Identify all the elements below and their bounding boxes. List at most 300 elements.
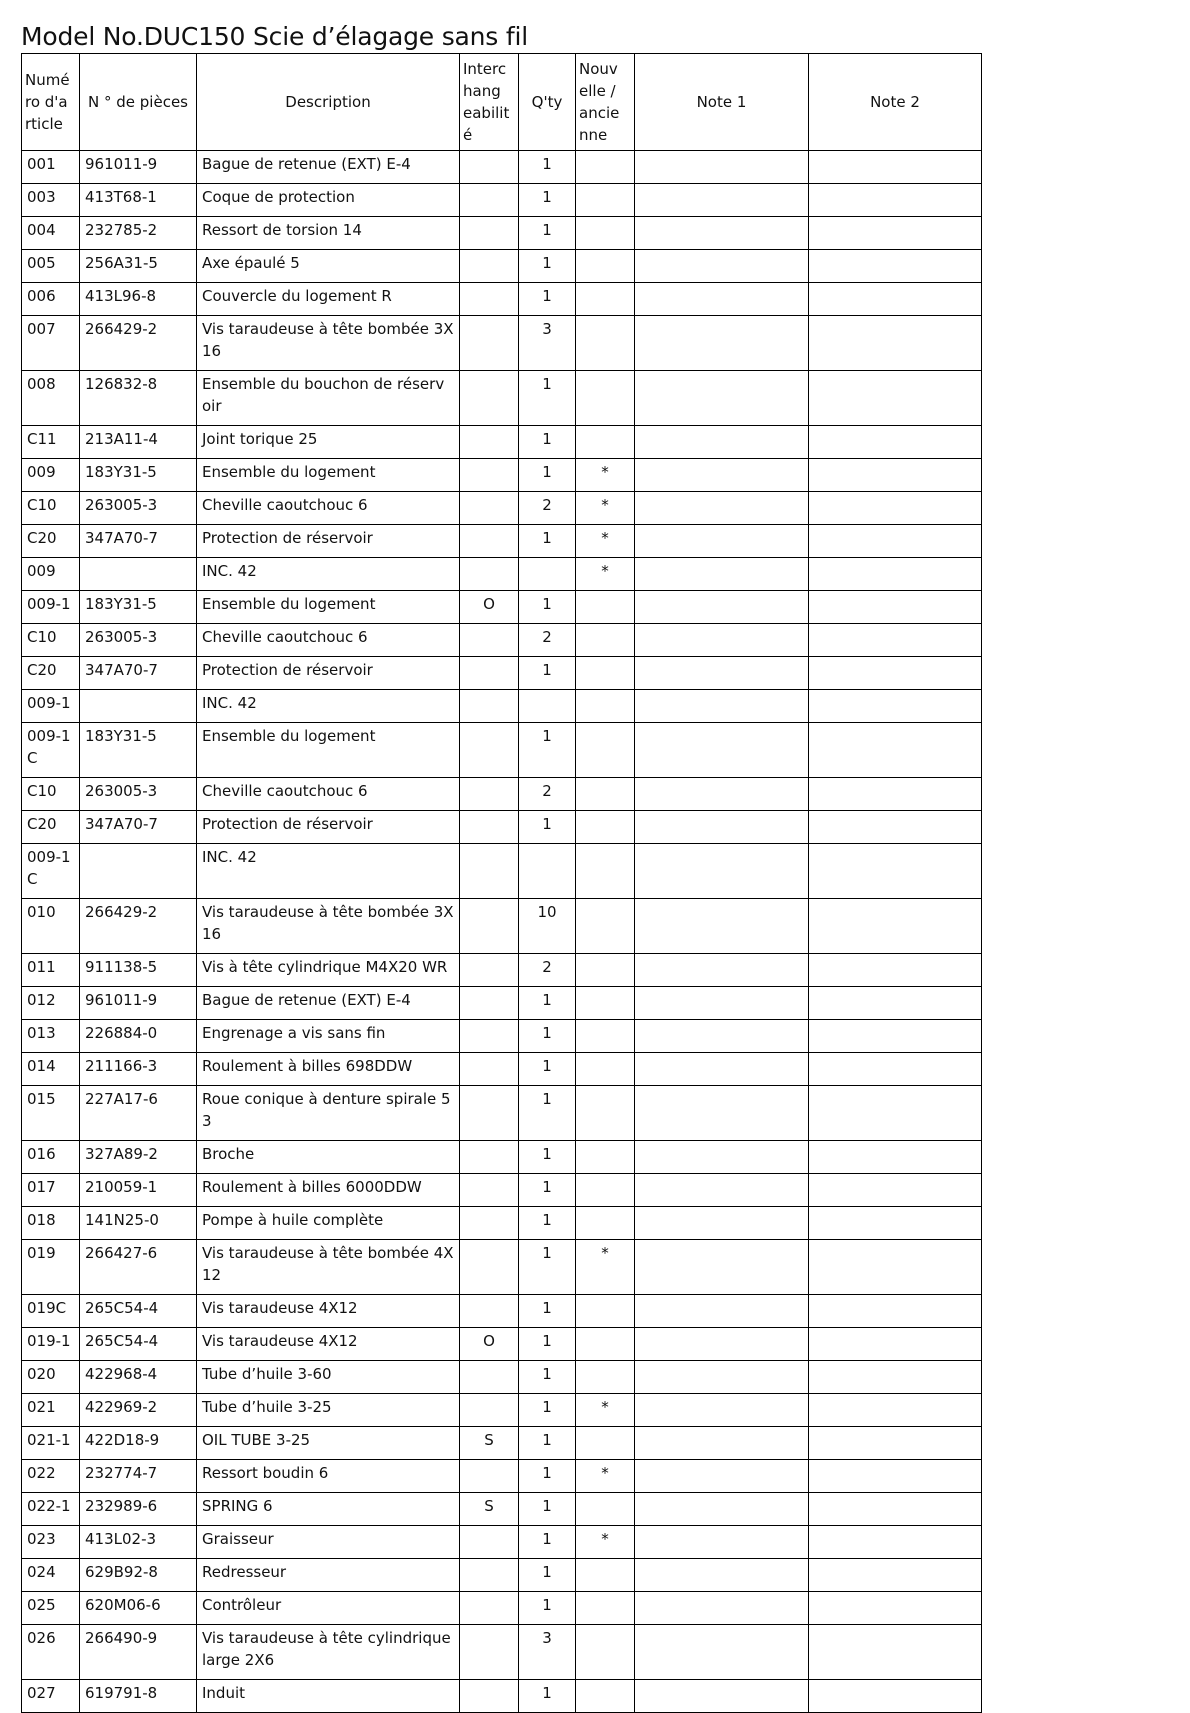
cell-note-1 bbox=[635, 426, 809, 459]
cell-description: SPRING 6 bbox=[197, 1493, 460, 1526]
cell-part-number: 911138-5 bbox=[80, 954, 197, 987]
cell-quantity: 2 bbox=[519, 492, 576, 525]
table-row bbox=[22, 1493, 982, 1526]
cell-quantity: 1 bbox=[519, 250, 576, 283]
cell-quantity: 1 bbox=[519, 371, 576, 426]
cell-part-number: 263005-3 bbox=[80, 778, 197, 811]
cell-item-number: 005 bbox=[22, 250, 80, 283]
cell-description: Cheville caoutchouc 6 bbox=[197, 778, 460, 811]
cell-quantity: 1 bbox=[519, 1493, 576, 1526]
cell-part-number: 347A70-7 bbox=[80, 811, 197, 844]
cell-note-1 bbox=[635, 690, 809, 723]
cell-interchangeability bbox=[460, 1053, 519, 1086]
cell-new-old bbox=[576, 1493, 635, 1526]
cell-description: Ressort boudin 6 bbox=[197, 1460, 460, 1493]
table-row bbox=[22, 217, 982, 250]
cell-quantity: 1 bbox=[519, 525, 576, 558]
cell-item-number: 001 bbox=[22, 151, 80, 184]
cell-note-2 bbox=[809, 1240, 982, 1295]
header-interchangeability: Interc hang eabilit é bbox=[460, 54, 519, 151]
cell-interchangeability bbox=[460, 690, 519, 723]
cell-description: Engrenage a vis sans fin bbox=[197, 1020, 460, 1053]
cell-description: Vis taraudeuse à tête cylindrique large 2X6 bbox=[197, 1625, 460, 1680]
cell-new-old bbox=[576, 1053, 635, 1086]
cell-new-old bbox=[576, 778, 635, 811]
table-row bbox=[22, 591, 982, 624]
cell-item-number: 026 bbox=[22, 1625, 80, 1680]
cell-quantity: 1 bbox=[519, 987, 576, 1020]
table-row bbox=[22, 844, 982, 899]
cell-part-number: 256A31-5 bbox=[80, 250, 197, 283]
cell-interchangeability bbox=[460, 1592, 519, 1625]
cell-new-old bbox=[576, 844, 635, 899]
cell-part-number: 629B92-8 bbox=[80, 1559, 197, 1592]
cell-new-old bbox=[576, 899, 635, 954]
cell-item-number: 009 bbox=[22, 558, 80, 591]
cell-quantity: 1 bbox=[519, 184, 576, 217]
cell-quantity: 1 bbox=[519, 1361, 576, 1394]
table-row bbox=[22, 1592, 982, 1625]
cell-note-2 bbox=[809, 954, 982, 987]
cell-new-old bbox=[576, 1592, 635, 1625]
cell-item-number: 016 bbox=[22, 1141, 80, 1174]
cell-quantity bbox=[519, 690, 576, 723]
cell-description: Pompe à huile complète bbox=[197, 1207, 460, 1240]
table-row bbox=[22, 657, 982, 690]
cell-item-number: C20 bbox=[22, 657, 80, 690]
cell-description: Vis à tête cylindrique M4X20 WR bbox=[197, 954, 460, 987]
cell-description: Tube d’huile 3-60 bbox=[197, 1361, 460, 1394]
cell-interchangeability: O bbox=[460, 1328, 519, 1361]
cell-description: Vis taraudeuse 4X12 bbox=[197, 1328, 460, 1361]
cell-part-number: 413L02-3 bbox=[80, 1526, 197, 1559]
cell-note-2 bbox=[809, 1559, 982, 1592]
table-row bbox=[22, 1207, 982, 1240]
header-note-2: Note 2 bbox=[809, 54, 982, 151]
cell-part-number: 347A70-7 bbox=[80, 657, 197, 690]
table-row bbox=[22, 492, 982, 525]
cell-note-1 bbox=[635, 1427, 809, 1460]
cell-note-2 bbox=[809, 1020, 982, 1053]
cell-new-old bbox=[576, 657, 635, 690]
cell-description: Induit bbox=[197, 1680, 460, 1713]
cell-quantity: 3 bbox=[519, 1625, 576, 1680]
cell-note-1 bbox=[635, 1592, 809, 1625]
cell-quantity: 1 bbox=[519, 1460, 576, 1493]
cell-part-number: 413T68-1 bbox=[80, 184, 197, 217]
cell-item-number: 017 bbox=[22, 1174, 80, 1207]
cell-new-old bbox=[576, 690, 635, 723]
cell-quantity: 3 bbox=[519, 316, 576, 371]
cell-item-number: 019C bbox=[22, 1295, 80, 1328]
cell-item-number: 007 bbox=[22, 316, 80, 371]
cell-new-old: * bbox=[576, 525, 635, 558]
cell-description: Bague de retenue (EXT) E-4 bbox=[197, 987, 460, 1020]
cell-quantity: 1 bbox=[519, 1295, 576, 1328]
cell-interchangeability bbox=[460, 624, 519, 657]
cell-new-old bbox=[576, 723, 635, 778]
cell-quantity: 2 bbox=[519, 954, 576, 987]
cell-item-number: 019 bbox=[22, 1240, 80, 1295]
cell-part-number: 413L96-8 bbox=[80, 283, 197, 316]
cell-item-number: 010 bbox=[22, 899, 80, 954]
cell-interchangeability bbox=[460, 184, 519, 217]
cell-part-number: 266490-9 bbox=[80, 1625, 197, 1680]
cell-item-number: 003 bbox=[22, 184, 80, 217]
cell-new-old bbox=[576, 1174, 635, 1207]
cell-quantity: 1 bbox=[519, 1526, 576, 1559]
table-row bbox=[22, 1295, 982, 1328]
cell-part-number: 327A89-2 bbox=[80, 1141, 197, 1174]
header-quantity: Q'ty bbox=[519, 54, 576, 151]
cell-note-1 bbox=[635, 459, 809, 492]
cell-part-number: 213A11-4 bbox=[80, 426, 197, 459]
cell-part-number: 422969-2 bbox=[80, 1394, 197, 1427]
cell-new-old: * bbox=[576, 1394, 635, 1427]
table-row bbox=[22, 525, 982, 558]
cell-part-number: 232989-6 bbox=[80, 1493, 197, 1526]
cell-note-2 bbox=[809, 657, 982, 690]
header-description: Description bbox=[197, 54, 460, 151]
cell-interchangeability bbox=[460, 1020, 519, 1053]
cell-note-2 bbox=[809, 1493, 982, 1526]
page-title: Model No.DUC150 Scie d’élagage sans fil bbox=[21, 22, 528, 51]
cell-description: Axe épaulé 5 bbox=[197, 250, 460, 283]
cell-new-old bbox=[576, 1625, 635, 1680]
cell-quantity: 1 bbox=[519, 1559, 576, 1592]
cell-interchangeability bbox=[460, 1394, 519, 1427]
cell-new-old bbox=[576, 1086, 635, 1141]
cell-new-old: * bbox=[576, 1526, 635, 1559]
cell-description: INC. 42 bbox=[197, 690, 460, 723]
cell-note-2 bbox=[809, 1427, 982, 1460]
cell-note-2 bbox=[809, 250, 982, 283]
cell-new-old bbox=[576, 217, 635, 250]
cell-note-2 bbox=[809, 1295, 982, 1328]
cell-item-number: 022-1 bbox=[22, 1493, 80, 1526]
cell-new-old bbox=[576, 811, 635, 844]
cell-item-number: 009 bbox=[22, 459, 80, 492]
cell-note-2 bbox=[809, 184, 982, 217]
cell-interchangeability bbox=[460, 1625, 519, 1680]
cell-new-old bbox=[576, 316, 635, 371]
cell-part-number: 183Y31-5 bbox=[80, 723, 197, 778]
cell-note-1 bbox=[635, 811, 809, 844]
cell-note-1 bbox=[635, 1020, 809, 1053]
cell-new-old bbox=[576, 184, 635, 217]
cell-description: Ressort de torsion 14 bbox=[197, 217, 460, 250]
cell-note-2 bbox=[809, 1625, 982, 1680]
cell-interchangeability bbox=[460, 1174, 519, 1207]
cell-description: Protection de réservoir bbox=[197, 525, 460, 558]
cell-quantity: 1 bbox=[519, 1394, 576, 1427]
cell-note-2 bbox=[809, 1680, 982, 1713]
cell-interchangeability bbox=[460, 1141, 519, 1174]
cell-quantity: 1 bbox=[519, 283, 576, 316]
table-row bbox=[22, 371, 982, 426]
cell-note-2 bbox=[809, 459, 982, 492]
cell-description: INC. 42 bbox=[197, 844, 460, 899]
table-row bbox=[22, 1174, 982, 1207]
cell-interchangeability bbox=[460, 492, 519, 525]
cell-note-2 bbox=[809, 1526, 982, 1559]
cell-interchangeability bbox=[460, 899, 519, 954]
table-row bbox=[22, 184, 982, 217]
cell-quantity: 1 bbox=[519, 1427, 576, 1460]
cell-quantity bbox=[519, 844, 576, 899]
cell-note-1 bbox=[635, 525, 809, 558]
cell-note-1 bbox=[635, 250, 809, 283]
cell-description: Vis taraudeuse 4X12 bbox=[197, 1295, 460, 1328]
cell-note-2 bbox=[809, 690, 982, 723]
cell-note-2 bbox=[809, 1207, 982, 1240]
table-row bbox=[22, 1328, 982, 1361]
table-row bbox=[22, 250, 982, 283]
cell-part-number: 210059-1 bbox=[80, 1174, 197, 1207]
cell-note-1 bbox=[635, 184, 809, 217]
table-row bbox=[22, 1361, 982, 1394]
cell-new-old bbox=[576, 426, 635, 459]
cell-interchangeability: S bbox=[460, 1427, 519, 1460]
cell-quantity: 1 bbox=[519, 1592, 576, 1625]
header-new-old: Nouv elle / ancie nne bbox=[576, 54, 635, 151]
cell-part-number: 619791-8 bbox=[80, 1680, 197, 1713]
cell-new-old bbox=[576, 987, 635, 1020]
cell-note-1 bbox=[635, 151, 809, 184]
cell-quantity: 1 bbox=[519, 1328, 576, 1361]
cell-interchangeability bbox=[460, 723, 519, 778]
cell-interchangeability bbox=[460, 1526, 519, 1559]
cell-note-1 bbox=[635, 1174, 809, 1207]
cell-new-old bbox=[576, 954, 635, 987]
cell-part-number: 141N25-0 bbox=[80, 1207, 197, 1240]
cell-part-number bbox=[80, 844, 197, 899]
cell-new-old: * bbox=[576, 558, 635, 591]
cell-item-number: 021-1 bbox=[22, 1427, 80, 1460]
cell-interchangeability bbox=[460, 525, 519, 558]
cell-note-1 bbox=[635, 217, 809, 250]
cell-item-number: 014 bbox=[22, 1053, 80, 1086]
cell-note-1 bbox=[635, 1086, 809, 1141]
cell-note-1 bbox=[635, 657, 809, 690]
cell-note-1 bbox=[635, 899, 809, 954]
cell-note-2 bbox=[809, 1394, 982, 1427]
cell-note-1 bbox=[635, 492, 809, 525]
cell-quantity: 1 bbox=[519, 1141, 576, 1174]
cell-interchangeability bbox=[460, 217, 519, 250]
cell-interchangeability: S bbox=[460, 1493, 519, 1526]
cell-interchangeability bbox=[460, 811, 519, 844]
cell-note-1 bbox=[635, 1680, 809, 1713]
cell-new-old: * bbox=[576, 492, 635, 525]
cell-description: INC. 42 bbox=[197, 558, 460, 591]
cell-part-number: 347A70-7 bbox=[80, 525, 197, 558]
cell-new-old bbox=[576, 1020, 635, 1053]
cell-quantity: 1 bbox=[519, 1207, 576, 1240]
cell-new-old: * bbox=[576, 459, 635, 492]
cell-new-old bbox=[576, 250, 635, 283]
cell-part-number: 266429-2 bbox=[80, 316, 197, 371]
cell-item-number: 019-1 bbox=[22, 1328, 80, 1361]
header-note-1: Note 1 bbox=[635, 54, 809, 151]
cell-part-number: 232774-7 bbox=[80, 1460, 197, 1493]
table-row bbox=[22, 316, 982, 371]
cell-description: Cheville caoutchouc 6 bbox=[197, 624, 460, 657]
cell-note-1 bbox=[635, 591, 809, 624]
cell-quantity: 1 bbox=[519, 811, 576, 844]
cell-new-old bbox=[576, 151, 635, 184]
cell-description: Joint torique 25 bbox=[197, 426, 460, 459]
cell-quantity: 1 bbox=[519, 723, 576, 778]
cell-new-old bbox=[576, 1361, 635, 1394]
cell-description: Roue conique à denture spirale 5 3 bbox=[197, 1086, 460, 1141]
cell-quantity: 2 bbox=[519, 778, 576, 811]
cell-new-old bbox=[576, 1680, 635, 1713]
cell-interchangeability bbox=[460, 1559, 519, 1592]
cell-item-number: 015 bbox=[22, 1086, 80, 1141]
cell-new-old bbox=[576, 591, 635, 624]
cell-quantity: 2 bbox=[519, 624, 576, 657]
cell-quantity: 1 bbox=[519, 591, 576, 624]
cell-interchangeability bbox=[460, 371, 519, 426]
cell-note-2 bbox=[809, 987, 982, 1020]
table-row bbox=[22, 558, 982, 591]
cell-description: Ensemble du logement bbox=[197, 591, 460, 624]
cell-description: Bague de retenue (EXT) E-4 bbox=[197, 151, 460, 184]
table-row bbox=[22, 987, 982, 1020]
cell-item-number: 025 bbox=[22, 1592, 80, 1625]
cell-new-old bbox=[576, 1295, 635, 1328]
cell-note-1 bbox=[635, 1240, 809, 1295]
table-row bbox=[22, 723, 982, 778]
cell-quantity: 1 bbox=[519, 217, 576, 250]
table-row bbox=[22, 1427, 982, 1460]
cell-note-1 bbox=[635, 1141, 809, 1174]
cell-quantity: 10 bbox=[519, 899, 576, 954]
cell-item-number: 012 bbox=[22, 987, 80, 1020]
cell-quantity: 1 bbox=[519, 657, 576, 690]
cell-item-number: 009-1 C bbox=[22, 723, 80, 778]
cell-note-1 bbox=[635, 987, 809, 1020]
cell-new-old bbox=[576, 1559, 635, 1592]
cell-description: Tube d’huile 3-25 bbox=[197, 1394, 460, 1427]
table-row bbox=[22, 899, 982, 954]
cell-note-2 bbox=[809, 151, 982, 184]
cell-part-number: 265C54-4 bbox=[80, 1328, 197, 1361]
cell-item-number: 023 bbox=[22, 1526, 80, 1559]
cell-item-number: C10 bbox=[22, 624, 80, 657]
cell-description: Contrôleur bbox=[197, 1592, 460, 1625]
cell-part-number: 620M06-6 bbox=[80, 1592, 197, 1625]
table-row bbox=[22, 1526, 982, 1559]
cell-item-number: 006 bbox=[22, 283, 80, 316]
cell-note-1 bbox=[635, 1625, 809, 1680]
cell-note-2 bbox=[809, 492, 982, 525]
cell-new-old: * bbox=[576, 1240, 635, 1295]
cell-part-number: 266429-2 bbox=[80, 899, 197, 954]
cell-new-old bbox=[576, 1328, 635, 1361]
cell-interchangeability bbox=[460, 1460, 519, 1493]
cell-note-2 bbox=[809, 525, 982, 558]
cell-part-number: 232785-2 bbox=[80, 217, 197, 250]
cell-note-1 bbox=[635, 558, 809, 591]
cell-note-2 bbox=[809, 1361, 982, 1394]
table-row bbox=[22, 1086, 982, 1141]
cell-note-2 bbox=[809, 283, 982, 316]
cell-note-2 bbox=[809, 1141, 982, 1174]
cell-description: Couvercle du logement R bbox=[197, 283, 460, 316]
cell-interchangeability bbox=[460, 426, 519, 459]
cell-note-2 bbox=[809, 316, 982, 371]
table-row bbox=[22, 690, 982, 723]
table-row bbox=[22, 1625, 982, 1680]
cell-description: Ensemble du logement bbox=[197, 459, 460, 492]
cell-note-1 bbox=[635, 723, 809, 778]
cell-note-2 bbox=[809, 1086, 982, 1141]
cell-note-2 bbox=[809, 778, 982, 811]
cell-note-1 bbox=[635, 1526, 809, 1559]
cell-quantity: 1 bbox=[519, 426, 576, 459]
parts-table bbox=[21, 53, 982, 1713]
cell-part-number: 183Y31-5 bbox=[80, 459, 197, 492]
table-row bbox=[22, 1559, 982, 1592]
table-row bbox=[22, 283, 982, 316]
cell-description: Vis taraudeuse à tête bombée 3X 16 bbox=[197, 899, 460, 954]
cell-note-1 bbox=[635, 1361, 809, 1394]
cell-interchangeability bbox=[460, 283, 519, 316]
cell-note-1 bbox=[635, 283, 809, 316]
cell-new-old bbox=[576, 1207, 635, 1240]
cell-interchangeability bbox=[460, 250, 519, 283]
cell-interchangeability bbox=[460, 778, 519, 811]
cell-part-number: 183Y31-5 bbox=[80, 591, 197, 624]
table-row bbox=[22, 954, 982, 987]
cell-description: Vis taraudeuse à tête bombée 4X 12 bbox=[197, 1240, 460, 1295]
cell-interchangeability bbox=[460, 1240, 519, 1295]
cell-interchangeability: O bbox=[460, 591, 519, 624]
cell-quantity: 1 bbox=[519, 1240, 576, 1295]
cell-note-2 bbox=[809, 899, 982, 954]
cell-note-1 bbox=[635, 624, 809, 657]
cell-note-2 bbox=[809, 591, 982, 624]
cell-quantity: 1 bbox=[519, 1053, 576, 1086]
cell-interchangeability bbox=[460, 1295, 519, 1328]
cell-note-1 bbox=[635, 954, 809, 987]
cell-interchangeability bbox=[460, 1680, 519, 1713]
cell-new-old bbox=[576, 283, 635, 316]
cell-item-number: 024 bbox=[22, 1559, 80, 1592]
cell-note-1 bbox=[635, 1053, 809, 1086]
parts-table-body bbox=[22, 151, 982, 1713]
cell-description: Graisseur bbox=[197, 1526, 460, 1559]
cell-quantity: 1 bbox=[519, 151, 576, 184]
cell-description: Roulement à billes 698DDW bbox=[197, 1053, 460, 1086]
cell-note-1 bbox=[635, 1460, 809, 1493]
cell-new-old: * bbox=[576, 1460, 635, 1493]
cell-interchangeability bbox=[460, 657, 519, 690]
cell-interchangeability bbox=[460, 987, 519, 1020]
cell-note-1 bbox=[635, 1295, 809, 1328]
cell-part-number: 226884-0 bbox=[80, 1020, 197, 1053]
cell-note-1 bbox=[635, 1394, 809, 1427]
table-row bbox=[22, 811, 982, 844]
table-row bbox=[22, 1141, 982, 1174]
cell-note-2 bbox=[809, 811, 982, 844]
cell-interchangeability bbox=[460, 459, 519, 492]
table-row bbox=[22, 1680, 982, 1713]
cell-interchangeability bbox=[460, 1086, 519, 1141]
cell-description: Ensemble du logement bbox=[197, 723, 460, 778]
